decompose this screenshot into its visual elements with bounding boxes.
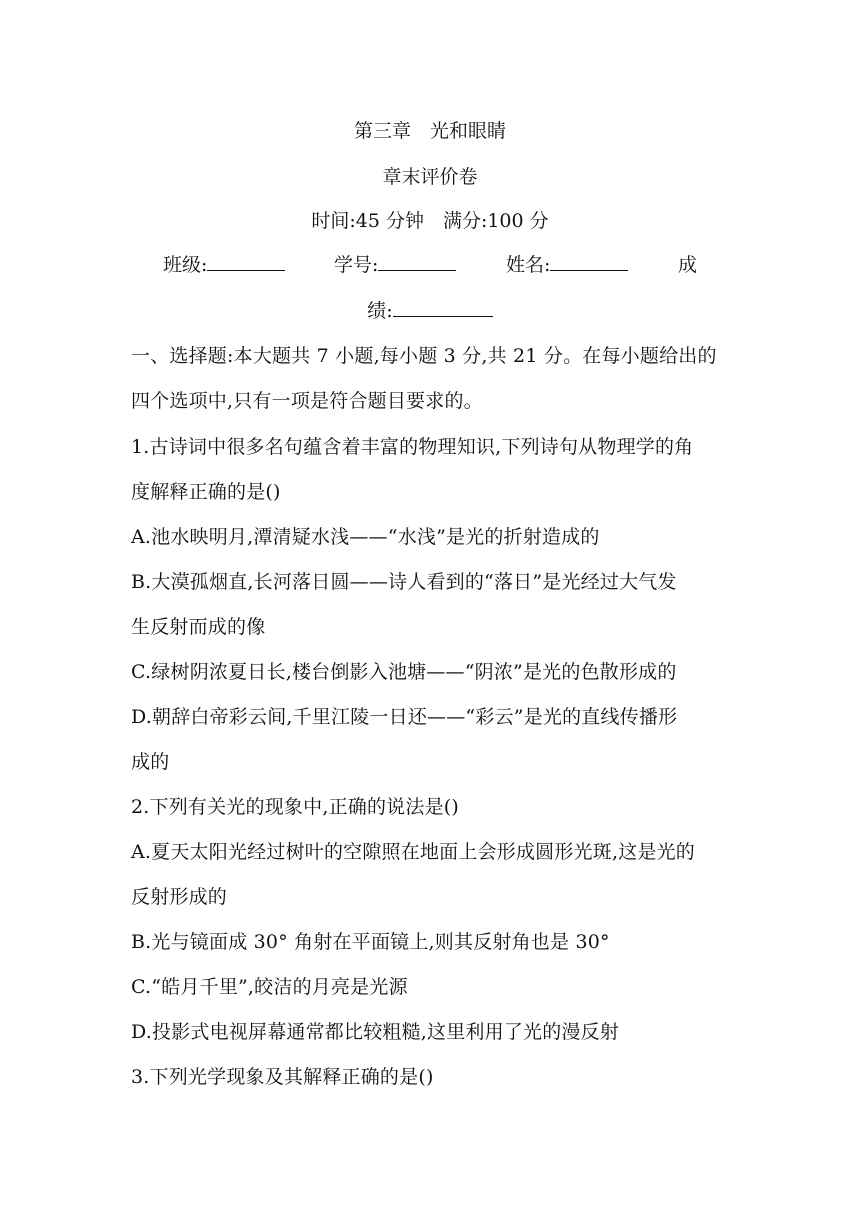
q2-option-c: C.“皓月千里”,皎洁的月亮是光源: [131, 976, 408, 998]
score-label-part1: 成: [678, 254, 698, 276]
q1-option-c: C.绿树阴浓夏日长,楼台倒影入池塘——“阴浓”是光的色散形成的: [131, 661, 677, 683]
name-field: [506, 250, 628, 277]
class-blank[interactable]: [207, 250, 285, 271]
q2-option-a-line2: 反射形成的: [131, 886, 228, 908]
q2-option-d: D.投影式电视屏幕通常都比较粗糙,这里利用了光的漫反射: [131, 1021, 620, 1043]
time-and-score: 时间:45 分钟 满分:100 分: [311, 210, 549, 232]
student-number-field: [334, 250, 456, 277]
q1-option-d-line1: D.朝辞白帝彩云间,千里江陵一日还——“彩云”是光的直线传播形: [131, 706, 678, 728]
student-number-blank[interactable]: [378, 250, 456, 271]
chapter-title: 第三章 光和眼睛: [353, 120, 506, 142]
q1-option-b-line2: 生反射而成的像: [131, 616, 266, 638]
class-label: 班级:: [163, 254, 208, 276]
student-info-row: [0, 250, 860, 278]
q2-option-a-line1: A.夏天太阳光经过树叶的空隙照在地面上会形成圆形光斑,这是光的: [131, 841, 696, 863]
score-field: [0, 296, 860, 323]
student-number-label: 学号:: [334, 254, 379, 276]
exam-subtitle: 章末评价卷: [382, 166, 478, 188]
q1-option-d-line2: 成的: [131, 751, 170, 773]
score-label-part2: 绩:: [367, 300, 393, 322]
score-blank[interactable]: [393, 296, 493, 317]
q1-stem-line1: 1.古诗词中很多名句蕴含着丰富的物理知识,下列诗句从物理学的角: [131, 436, 694, 458]
q1-option-b-line1: B.大漠孤烟直,长河落日圆——诗人看到的“落日”是光经过大气发: [131, 571, 677, 593]
q1-stem-line2: 度解释正确的是(): [131, 481, 281, 503]
q1-option-a: A.池水映明月,潭清疑水浅——“水浅”是光的折射造成的: [131, 526, 600, 548]
name-blank[interactable]: [550, 250, 628, 271]
section-intro-line1: 一、选择题:本大题共 7 小题,每小题 3 分,共 21 分。在每小题给出的: [131, 345, 717, 367]
q2-option-b: B.光与镜面成 30° 角射在平面镜上,则其反射角也是 30°: [131, 931, 610, 953]
class-field: [163, 250, 285, 277]
q2-stem: 2.下列有关光的现象中,正确的说法是(): [131, 796, 459, 818]
section-intro-line2: 四个选项中,只有一项是符合题目要求的。: [131, 390, 483, 412]
q3-stem: 3.下列光学现象及其解释正确的是(): [131, 1066, 434, 1088]
name-label: 姓名:: [506, 254, 551, 276]
